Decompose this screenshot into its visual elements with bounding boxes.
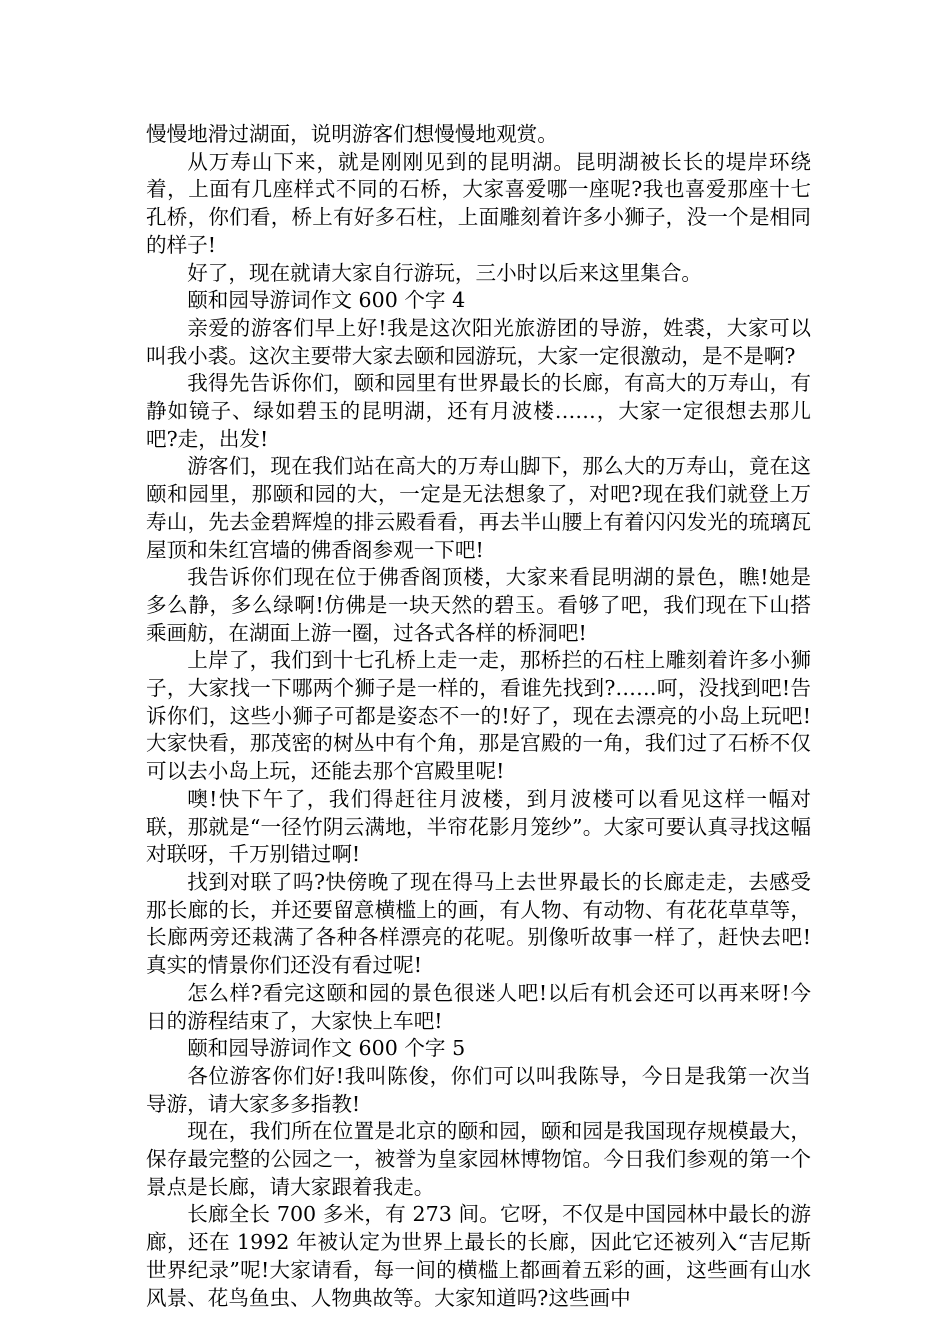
paragraph: 各位游客你们好!我叫陈俊，你们可以叫我陈导，今日是我第一次当导游，请大家多多指教!	[146, 1063, 811, 1116]
section-heading: 颐和园导游词作文 600 个字 5	[187, 1036, 466, 1061]
paragraph: 我告诉你们现在位于佛香阁顶楼，大家来看昆明湖的景色，瞧!她是多么静，多么绿啊!仿佛是一块天然的碧玉。看够了吧，我们现在下山搭乘画舫，在湖面上游一圈，过各式各样的桥洞吧!	[146, 565, 811, 645]
paragraph: 从万寿山下来，就是刚刚见到的昆明湖。昆明湖被长长的堤岸环绕着，上面有几座样式不同的石桥，大家喜爱哪一座呢?我也喜爱那座十七孔桥，你们看，桥上有好多石柱，上面雕刻着许多小狮子，没一个是相同的样子!	[146, 149, 811, 257]
paragraph: 上岸了，我们到十七孔桥上走一走，那桥拦的石柱上雕刻着许多小狮子，大家找一下哪两个狮子是一样的，看谁先找到?……呵，没找到吧!告诉你们，这些小狮子可都是姿态不一的!好了，现在去漂亮的小岛上玩吧!大家快看，那茂密的树丛中有个角，那是宫殿的一角，我们过了石桥不仅可以去小岛上玩，还能去那个宫殿里呢!	[146, 648, 811, 784]
paragraph: 游客们，现在我们站在高大的万寿山脚下，那么大的万寿山，竟在这颐和园里，那颐和园的大，一定是无法想象了，对吧?现在我们就登上万寿山，先去金碧辉煌的排云殿看看，再去半山腰上有着闪闪发光的琉璃瓦屋顶和朱红宫墙的佛香阁参观一下吧!	[146, 454, 811, 562]
paragraph: 好了，现在就请大家自行游玩，三小时以后来这里集合。	[187, 260, 703, 285]
paragraph: 亲爱的游客们早上好!我是这次阳光旅游团的导游，姓裘，大家可以叫我小裘。这次主要带大家去颐和园游玩，大家一定很激动，是不是啊?	[146, 315, 811, 368]
paragraph: 怎么样?看完这颐和园的景色很迷人吧!以后有机会还可以再来呀!今日的游程结束了，大家快上车吧!	[146, 980, 811, 1033]
paragraph: 找到对联了吗?快傍晚了现在得马上去世界最长的长廊走走，去感受那长廊的长，并还要留意横槛上的画，有人物、有动物、有花花草草等，长廊两旁还栽满了各种各样漂亮的花呢。别像听故事一样了，赶快去吧!真实的情景你们还没有看过呢!	[146, 869, 811, 978]
paragraph: 长廊全长 700 多米，有 273 间。它呀，不仅是中国园林中最长的游廊，还在 1992 年被认定为世界上最长的长廊，因此它还被列入“吉尼斯世界纪录”呢!大家请看，每一间的横槛上都画着五彩的画，这些画有山水风景、花鸟鱼虫、人物典故等。大家知道吗?这些画中	[146, 1202, 811, 1310]
section-heading: 颐和园导游词作文 600 个字 4	[187, 288, 466, 313]
paragraph: 现在，我们所在位置是北京的颐和园，颐和园是我国现存规模最大，保存最完整的公园之一，被誉为皇家园林博物馆。今日我们参观的第一个景点是长廊，请大家跟着我走。	[146, 1119, 811, 1199]
paragraph: 噢!快下午了，我们得赶往月波楼，到月波楼可以看见这样一幅对联，那就是“一径竹阴云满地，半帘花影月笼纱”。大家可要认真寻找这幅对联呀，千万别错过啊!	[146, 786, 811, 867]
paragraph: 我得先告诉你们，颐和园里有世界最长的长廊，有高大的万寿山，有静如镜子、绿如碧玉的昆明湖，还有月波楼……，大家一定很想去那儿吧?走，出发!	[146, 371, 811, 451]
paragraph: 慢慢地滑过湖面，说明游客们想慢慢地观赏。	[146, 122, 558, 146]
document-body	[146, 121, 811, 1312]
